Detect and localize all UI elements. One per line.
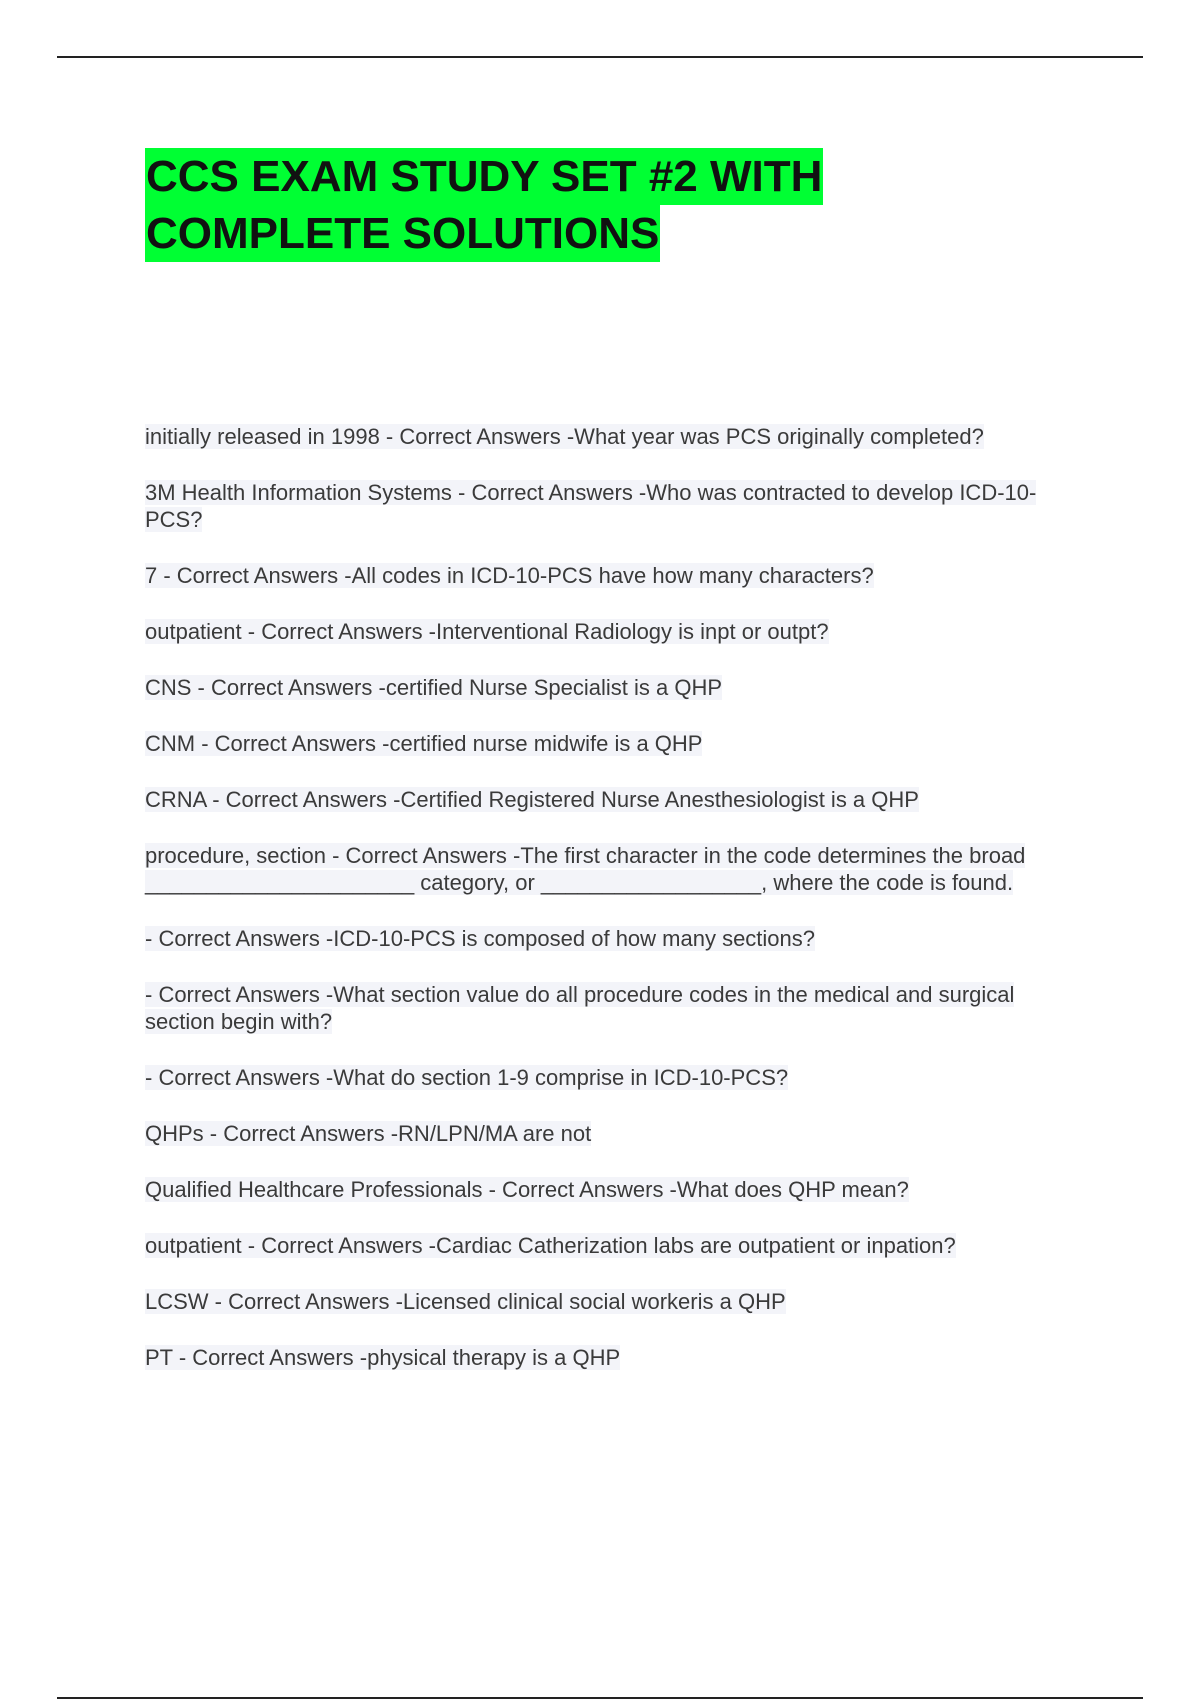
qa-text: 7 - Correct Answers -All codes in ICD-10-PCS have how many characters? — [145, 563, 874, 588]
title-line-1: CCS EXAM STUDY SET #2 WITH — [145, 148, 823, 205]
qa-text: CRNA - Correct Answers -Certified Registered Nurse Anesthesiologist is a QHP — [145, 787, 919, 812]
list-item — [145, 842, 1075, 896]
list-item — [145, 730, 1075, 757]
list-item — [145, 423, 1075, 450]
qa-text: outpatient - Correct Answers -Cardiac Catherization labs are outpatient or inpation? — [145, 1233, 956, 1258]
qa-text: CNM - Correct Answers -certified nurse midwife is a QHP — [145, 731, 703, 756]
list-item — [145, 1232, 1075, 1259]
list-item — [145, 674, 1075, 701]
list-item — [145, 1064, 1075, 1091]
list-item — [145, 618, 1075, 645]
qa-text: procedure, section - Correct Answers -The first character in the code determines the broad ______________________ category, or __________________, where the code is found. — [145, 843, 1026, 895]
qa-text: - Correct Answers -What section value do all procedure codes in the medical and surgical section begin with? — [145, 982, 1015, 1034]
qa-text: outpatient - Correct Answers -Interventional Radiology is inpt or outpt? — [145, 619, 829, 644]
qa-text: Qualified Healthcare Professionals - Correct Answers -What does QHP mean? — [145, 1177, 909, 1202]
qa-text: QHPs - Correct Answers -RN/LPN/MA are not — [145, 1121, 592, 1146]
qa-text: - Correct Answers -ICD-10-PCS is composed of how many sections? — [145, 926, 816, 951]
list-item — [145, 925, 1075, 952]
top-rule — [57, 56, 1143, 58]
document-title — [145, 148, 945, 262]
qa-text: initially released in 1998 - Correct Answers -What year was PCS originally completed? — [145, 424, 984, 449]
list-item — [145, 1176, 1075, 1203]
qa-text: CNS - Correct Answers -certified Nurse Specialist is a QHP — [145, 675, 723, 700]
list-item — [145, 562, 1075, 589]
list-item — [145, 479, 1075, 533]
qa-text: 3M Health Information Systems - Correct Answers -Who was contracted to develop ICD-10-PCS? — [145, 480, 1037, 532]
list-item — [145, 786, 1075, 813]
qa-list — [145, 423, 1075, 1400]
bottom-rule — [57, 1697, 1143, 1699]
list-item — [145, 981, 1075, 1035]
list-item — [145, 1344, 1075, 1371]
qa-text: PT - Correct Answers -physical therapy is a QHP — [145, 1345, 621, 1370]
list-item — [145, 1120, 1075, 1147]
title-line-2: COMPLETE SOLUTIONS — [145, 205, 660, 262]
qa-text: - Correct Answers -What do section 1-9 comprise in ICD-10-PCS? — [145, 1065, 789, 1090]
list-item — [145, 1288, 1075, 1315]
qa-text: LCSW - Correct Answers -Licensed clinical social workeris a QHP — [145, 1289, 786, 1314]
